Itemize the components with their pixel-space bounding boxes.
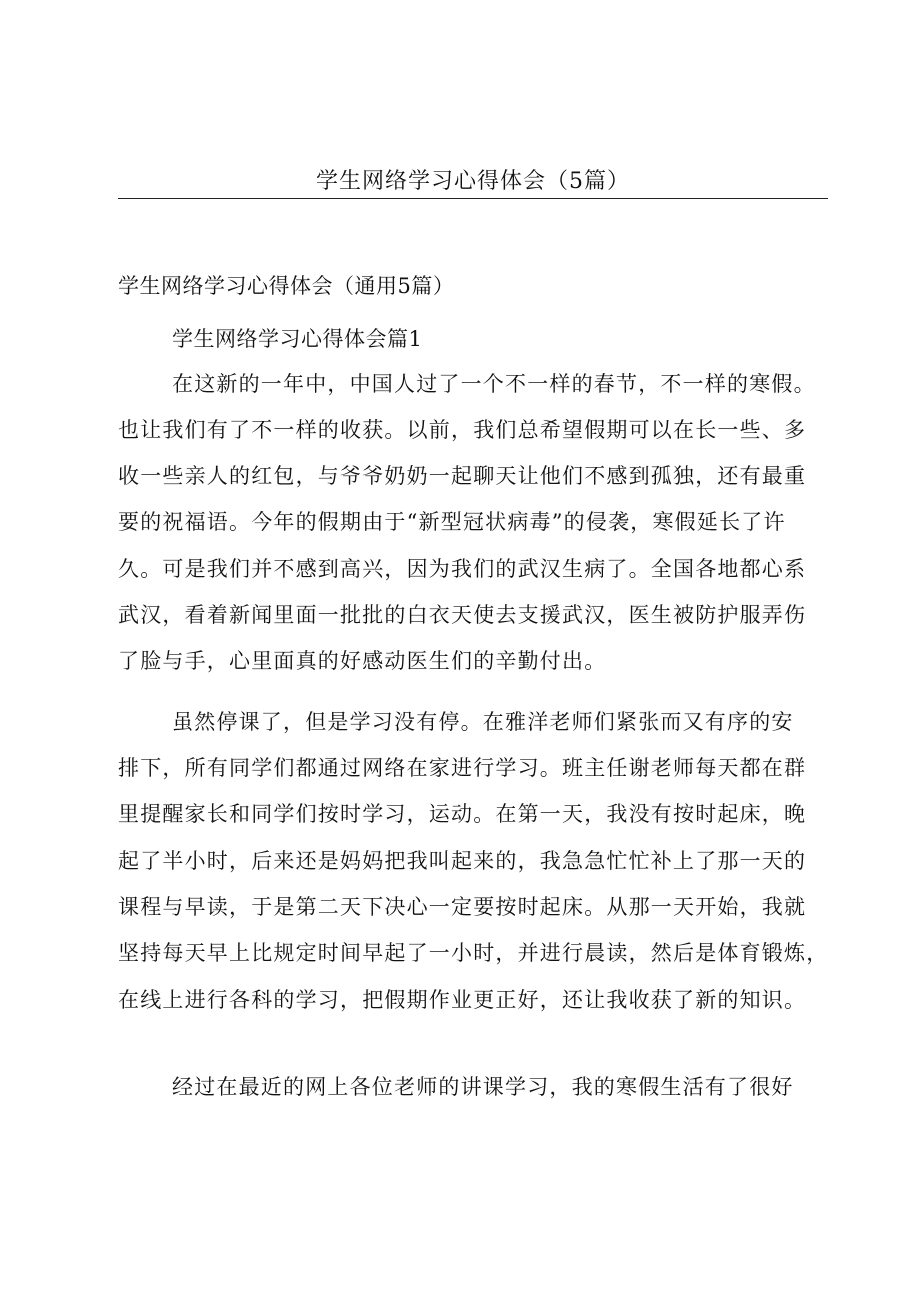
paragraph-2-line: 起了半小时，后来还是妈妈把我叫起来的，我急急忙忙补上了那一天的 <box>118 849 807 873</box>
paragraph-2-line: 虽然停课了，但是学习没有停。在雅洋老师们紧张而又有序的安 <box>172 710 794 734</box>
paragraph-1-line: 要的祝福语。今年的假期由于“新型冠状病毒”的侵袭，寒假延长了许 <box>118 510 786 534</box>
paragraph-2-line: 里提醒家长和同学们按时学习，运动。在第一天，我没有按时起床，晚 <box>118 802 807 826</box>
section-heading: 学生网络学习心得体会篇1 <box>172 327 423 351</box>
document-title: 学生网络学习心得体会（5篇） <box>316 169 630 194</box>
paragraph-1-line: 武汉，看着新闻里面一批批的白衣天使去支援武汉，医生被防护服弄伤 <box>118 603 807 627</box>
paragraph-3-line: 经过在最近的网上各位老师的讲课学习，我的寒假生活有了很好 <box>172 1075 794 1099</box>
paragraph-1-line: 也让我们有了不一样的收获。以前，我们总希望假期可以在长一些、多 <box>118 418 807 442</box>
paragraph-1-line: 在这新的一年中，中国人过了一个不一样的春节，不一样的寒假。 <box>172 372 816 396</box>
paragraph-1-line: 了脸与手，心里面真的好感动医生们的辛勤付出。 <box>118 649 607 673</box>
paragraph-2-line: 坚持每天早上比规定时间早起了一小时，并进行晨读，然后是体育锻炼， <box>118 941 829 965</box>
paragraph-2-line: 课程与早读，于是第二天下决心一定要按时起床。从那一天开始，我就 <box>118 895 807 919</box>
paragraph-2-line: 排下，所有同学们都通过网络在家进行学习。班主任谢老师每天都在群 <box>118 756 807 780</box>
document-subtitle: 学生网络学习心得体会（通用5篇） <box>118 274 455 298</box>
paragraph-1-line: 收一些亲人的红包，与爷爷奶奶一起聊天让他们不感到孤独，还有最重 <box>118 464 807 488</box>
paragraph-2-line: 在线上进行各科的学习，把假期作业更正好，还让我收获了新的知识。 <box>118 988 807 1012</box>
title-underline-rule <box>118 198 828 199</box>
paragraph-1-line: 久。可是我们并不感到高兴，因为我们的武汉生病了。全国各地都心系 <box>118 557 807 581</box>
